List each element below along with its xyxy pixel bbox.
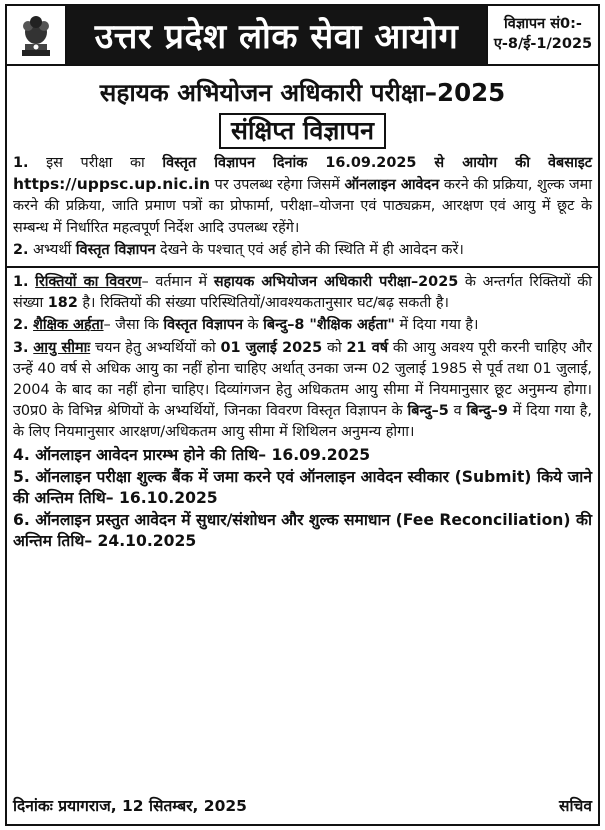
intro-point-1: 1. इस परीक्षा का विस्तृत विज्ञापन दिनांक 16.09.2025 से आयोग की वेबसाइट https://uppsc.up.nic.in पर उपलब्ध रहेगा जिसमें ऑनलाइन आवेदन करने की प्रक्रिया, शुल्क जमा करने की प्रक्रिया, जाति प्रमाण पत्रों का प्रोफार्मा, परीक्षा–योजना एवं पाठ्यक्रम, आरक्षण एवं आयु में छूट के सम्बन्ध में निर्धारित महत्वपूर्ण निर्देश आदि उपलब्ध रहेंगे। [13, 155, 593, 236]
exam-title: सहायक अभियोजन अधिकारी परीक्षा–2025 [99, 78, 506, 107]
detail-age-limit: 3. आयु सीमाः चयन हेतु अभ्यर्थियों को 01 जुलाई 2025 को 21 वर्ष की आयु अवश्य पूरी करनी चाहिए और उन्हें 40 वर्ष से अधिक आयु का नहीं होना चाहिए अर्थात् उनका जन्म 02 जुलाई 1985 से पूर्व तथा 01 जुलाई, 2004 के बाद का नहीं होना चाहिए। दिव्यांगजन हेतु अधिकतम आयु सीमा में नियमानुसार छूट अनुमन्य होगा। उ0प्र0 के विभिन्न श्रेणियों के अभ्यर्थियों, जिनका विवरण विस्तृत विज्ञापन के बिन्दु–5 व बिन्दु–9 में दिया गया है, के लिए नियमानुसार आरक्षण/अधिकतम आयु सीमा में शिथिलन अनुमन्य होगा। [13, 339, 593, 441]
detail-vacancies: 1. रिक्तियों का विवरण– वर्तमान में सहायक अभियोजन अधिकारी परीक्षा–2025 के अन्तर्गत रिक्तियों की संख्या 182 है। रिक्तियों की संख्या परिस्थितियों/आवश्यकतानुसार घट/बढ़ सकती है। [13, 274, 592, 312]
intro-point-2: 2. अभ्यर्थी विस्तृत विज्ञापन देखने के पश्चात् एवं अर्ह होने की स्थिति में ही आवेदन करें। [13, 241, 464, 258]
signatory: सचिव [559, 797, 592, 815]
ashoka-emblem-icon [7, 6, 67, 64]
issue-date-place: दिनांकः प्रयागराज, 12 सितम्बर, 2025 [13, 797, 247, 815]
footer [13, 794, 592, 816]
detail-correction-last-date: 6. ऑनलाइन प्रस्तुत आवेदन में सुधार/संशोधन और शुल्क समाधान (Fee Reconciliation) की अन्तिम तिथि– 24.10.2025 [13, 511, 592, 551]
intro-section [7, 153, 598, 261]
detail-application-start-date: 4. ऑनलाइन आवेदन प्रारम्भ होने की तिथि– 16.09.2025 [13, 445, 371, 464]
adv-label: विज्ञापन सं0:- [504, 16, 582, 33]
detail-fee-last-date: 5. ऑनलाइन परीक्षा शुल्क बैंक में जमा करने एवं ऑनलाइन आवेदन स्वीकार (Submit) किये जाने की अन्तिम तिथि– 16.10.2025 [13, 467, 592, 508]
section-divider [7, 266, 598, 268]
website-link[interactable]: https://uppsc.up.nic.in [13, 175, 211, 194]
details-section [7, 272, 598, 553]
notice-subtitle: संक्षिप्त विज्ञापन [219, 113, 386, 149]
adv-number: ए-8/ई-1/2025 [493, 36, 593, 52]
notice-frame [5, 4, 600, 826]
org-name: उत्तर प्रदेश लोक सेवा आयोग [94, 17, 459, 57]
detail-qualification: 2. शैक्षिक अर्हता– जैसा कि विस्तृत विज्ञापन के बिन्दु–8 "शैक्षिक अर्हता" में दिया गया है। [13, 317, 479, 334]
advertisement-number-box [486, 6, 598, 64]
header [7, 6, 598, 66]
